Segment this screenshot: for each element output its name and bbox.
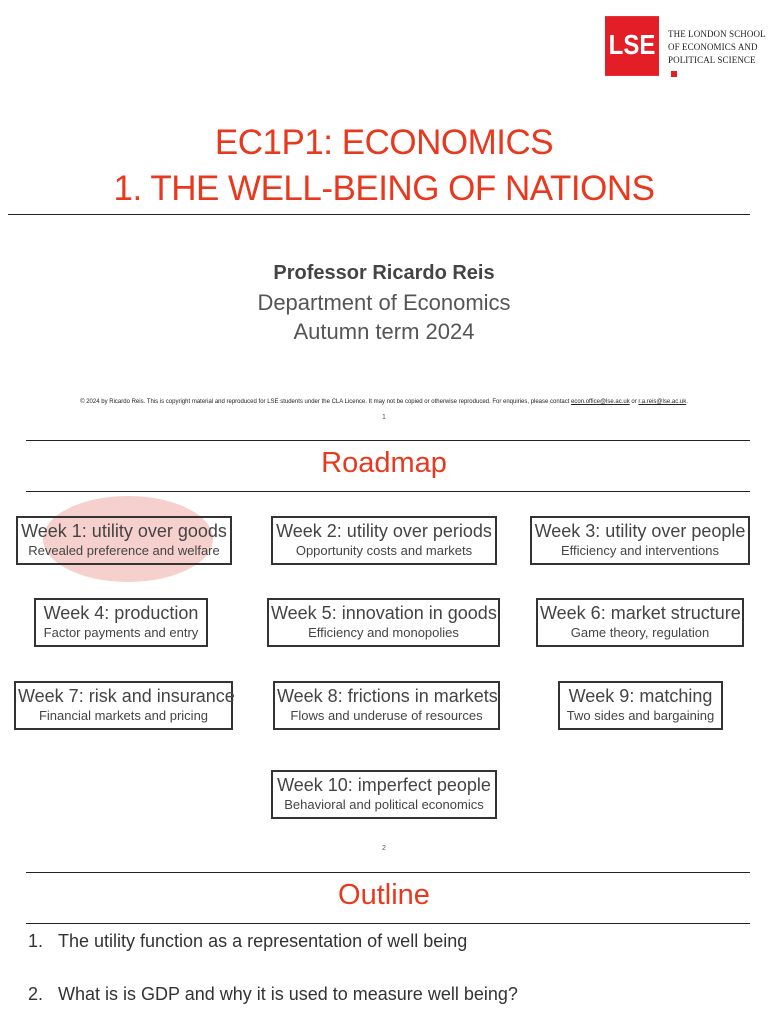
week-5-box [267,598,500,647]
week-title: Week 2: utility over periods [276,521,492,541]
outline-item-number: 1. [28,931,44,951]
lse-logo-mark: LSE [608,29,656,61]
presenter-name: Professor Ricardo Reis [273,262,495,284]
week-title: Week 5: innovation in goods [271,603,497,623]
week-subtitle: Two sides and bargaining [566,708,715,723]
outline-item-number: 2. [28,984,44,1004]
week-title: Week 8: frictions in markets [277,686,498,706]
week-subtitle: Revealed preference and welfare [28,543,220,558]
week-subtitle: Game theory, regulation [570,625,710,640]
week-6-box [536,598,744,647]
outline-item-text: What is is GDP and why it is used to measure well being? [58,984,518,1004]
week-title: Week 4: production [43,603,199,623]
week-10-box [271,770,497,819]
presenter-term: Autumn term 2024 [293,319,475,344]
lse-logo-text [668,28,766,80]
week-4-box [34,598,208,647]
outline-heading: Outline [338,879,430,911]
copyright-text: © 2024 by Ricardo Reis. This is copyright material and reproduced for LSE students under the CLA Licence. It may not be copied or otherwise reproduced. For enquiries, please contact [80,399,570,405]
week-title: Week 10: imperfect people [277,775,491,795]
lse-logo [605,16,659,76]
week-subtitle: Opportunity costs and markets [295,543,473,558]
course-title: EC1P1: ECONOMICS [214,123,554,162]
logo-line-1: THE LONDON SCHOOL [668,29,766,39]
email-link-reis[interactable]: r.a.reis@lse.ac.uk [638,399,687,405]
week-9-box [558,681,723,730]
lecture-title: 1. THE WELL-BEING OF NATIONS [113,169,655,208]
title-divider [8,214,750,215]
outline-item-1 [28,931,467,952]
week-subtitle: Efficiency and monopolies [308,625,459,640]
copyright-notice [0,399,768,405]
email-link-econ-office[interactable]: econ.office@lse.ac.uk [571,399,630,405]
outline-bottom-divider [26,923,750,924]
week-subtitle: Flows and underuse of resources [290,708,483,723]
roadmap-bottom-divider [26,491,750,492]
week-1-box [16,516,232,565]
copyright-or: or [631,399,637,405]
week-subtitle: Factor payments and entry [43,625,199,640]
logo-square-icon [671,71,677,77]
week-2-box [271,516,497,565]
week-7-box [14,681,233,730]
week-3-box [530,516,750,565]
outline-item-2 [28,984,518,1005]
roadmap-top-divider [26,440,750,441]
roadmap-heading: Roadmap [321,447,447,479]
page-number-2: 2 [382,845,386,852]
week-8-box [273,681,500,730]
week-title: Week 7: risk and insurance [18,686,235,706]
week-subtitle: Efficiency and interventions [560,543,720,558]
week-title: Week 3: utility over people [534,521,746,541]
logo-line-3: POLITICAL SCIENCE [668,55,756,65]
week-title: Week 9: matching [568,686,713,706]
presenter-department: Department of Economics [257,290,511,315]
copyright-end: . [686,399,688,405]
logo-line-2: OF ECONOMICS AND [668,42,758,52]
week-subtitle: Financial markets and pricing [38,708,209,723]
week-title: Week 1: utility over goods [21,521,227,541]
page-number-1: 1 [382,414,386,421]
week-subtitle: Behavioral and political economics [284,797,484,812]
week-title: Week 6: market structure [540,603,741,623]
outline-item-text: The utility function as a representation of well being [58,931,468,951]
outline-top-divider [26,872,750,873]
